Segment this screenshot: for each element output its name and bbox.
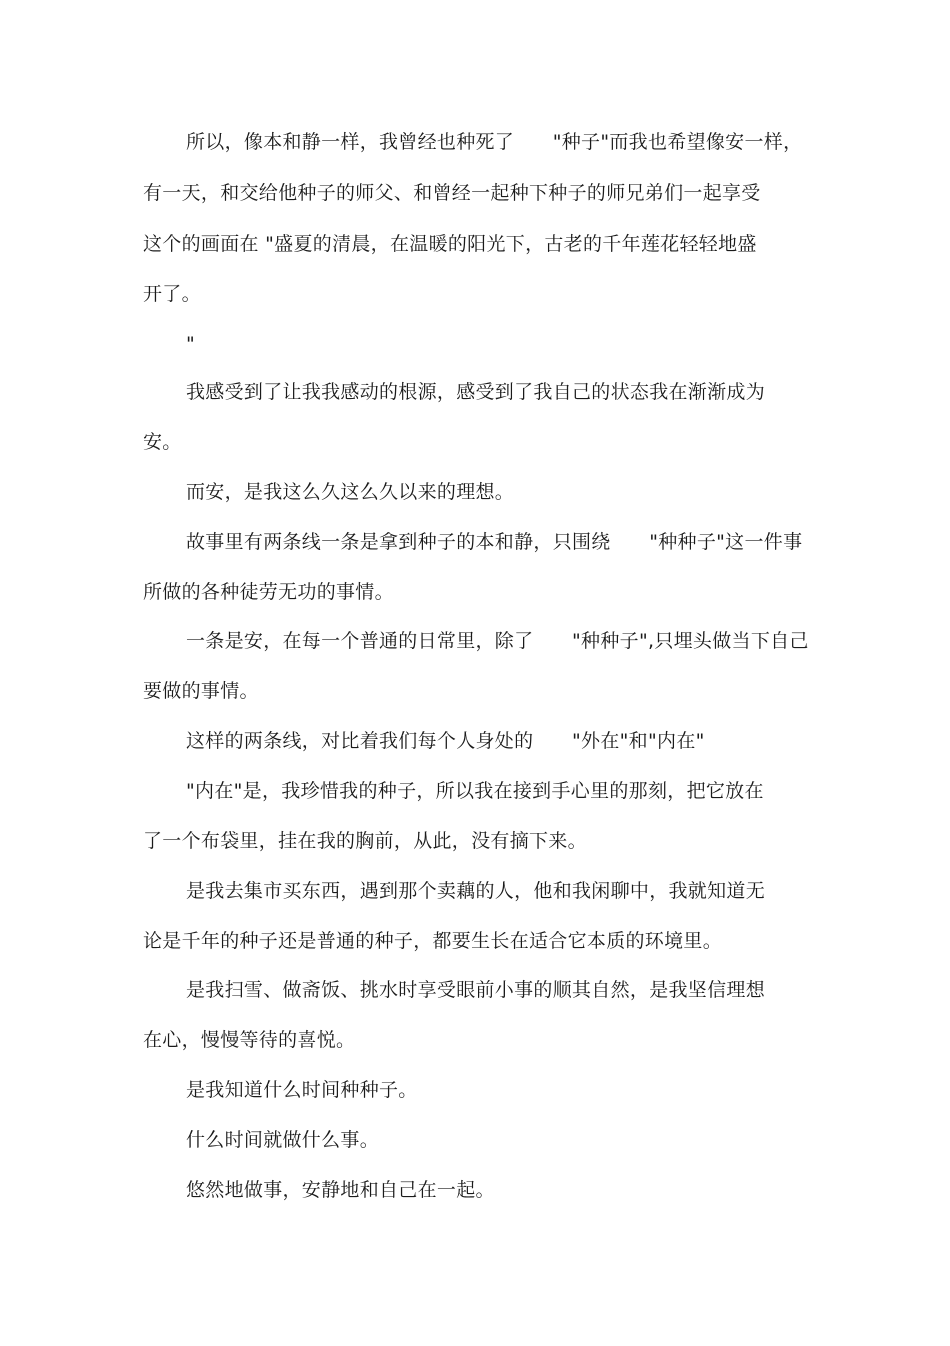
text-line: 所以，像本和静一样，我曾经也种死了 "种子"而我也希望像安一样，	[186, 131, 803, 153]
text-line: 什么时间就做什么事。	[186, 1129, 380, 1151]
text-line: 所做的各种徒劳无功的事情。	[143, 581, 394, 603]
text-line: 有一天，和交给他种子的师父、和曾经一起种下种子的师兄弟们一起享受	[143, 182, 761, 204]
text-line: "内在"是，我珍惜我的种子，所以我在接到手心里的那刻，把它放在	[186, 780, 764, 802]
text-line: 这样的两条线，对比着我们每个人身处的 "外在"和"内在"	[186, 730, 705, 752]
text-line: 安。	[143, 431, 182, 453]
text-line: 开了。	[143, 283, 201, 305]
text-line: 在心，慢慢等待的喜悦。	[143, 1029, 356, 1051]
text-line: 是我知道什么时间种种子。	[186, 1079, 418, 1101]
text-line: 了一个布袋里，挂在我的胸前，从此，没有摘下来。	[143, 830, 587, 852]
text-line: "	[186, 333, 196, 355]
text-line: 而安，是我这么久这么久以来的理想。	[186, 481, 515, 503]
text-line: 是我去集市买东西，遇到那个卖藕的人，他和我闲聊中，我就知道无	[186, 880, 766, 902]
text-line: 要做的事情。	[143, 680, 259, 702]
text-line: 一条是安，在每一个普通的日常里，除了 "种种子",只埋头做当下自己	[186, 630, 809, 652]
text-line: 悠然地做事，安静地和自己在一起。	[186, 1179, 495, 1201]
text-line: 这个的画面在 "盛夏的清晨，在温暖的阳光下，古老的千年莲花轻轻地盛	[143, 233, 757, 255]
text-line: 我感受到了让我我感动的根源，感受到了我自己的状态我在渐渐成为	[186, 381, 766, 403]
text-line: 论是千年的种子还是普通的种子，都要生长在适合它本质的环境里。	[143, 930, 723, 952]
text-line: 故事里有两条线一条是拿到种子的本和静，只围绕 "种种子"这一件事	[186, 531, 803, 553]
text-line: 是我扫雪、做斋饭、挑水时享受眼前小事的顺其自然，是我坚信理想	[186, 979, 766, 1001]
